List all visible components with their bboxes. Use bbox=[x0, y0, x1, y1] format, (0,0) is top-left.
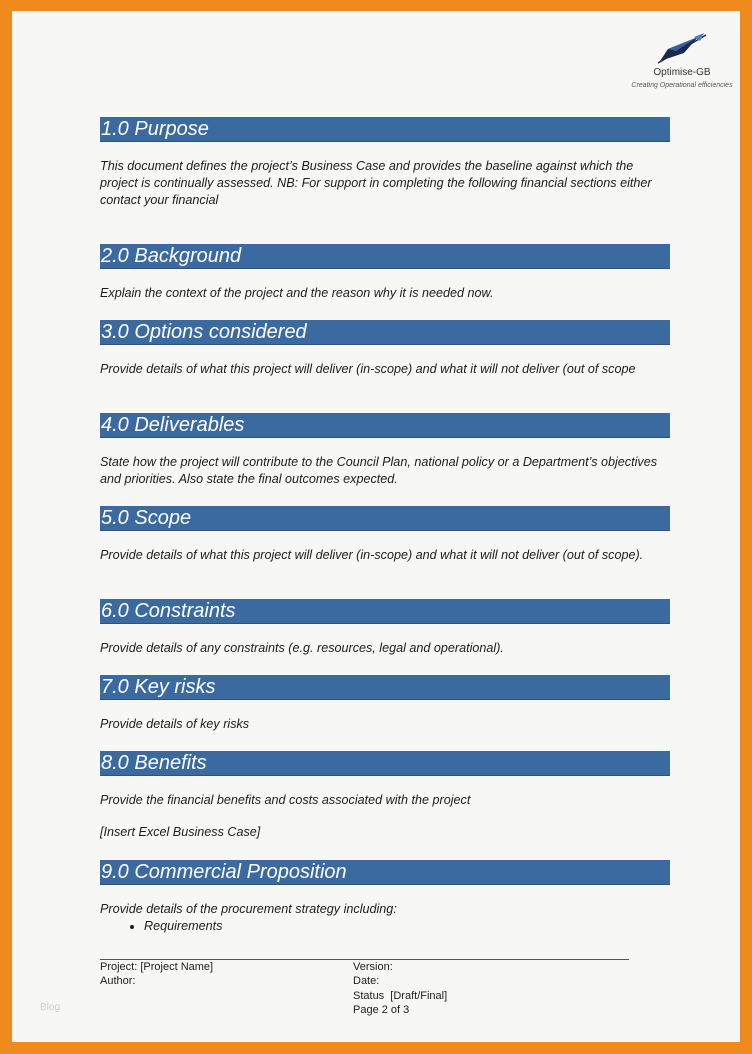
section-key-risks bbox=[100, 675, 670, 733]
footer-author: Author: bbox=[100, 975, 136, 987]
section-benefits bbox=[100, 751, 670, 841]
section-commercial-proposition bbox=[100, 860, 670, 935]
section-heading: 7.0 Key risks bbox=[100, 675, 670, 700]
section-deliverables bbox=[100, 413, 670, 488]
section-heading: 2.0 Background bbox=[100, 244, 670, 269]
section-text: Provide details of any constraints (e.g. resources, legal and operational). bbox=[100, 641, 504, 655]
section-heading: 1.0 Purpose bbox=[100, 117, 670, 142]
section-text: This document defines the project’s Business Case and provides the baseline against which the project is continually assessed. NB: For support in completing the following financial sections either contact your financial bbox=[100, 159, 652, 207]
pen-nib-icon bbox=[654, 31, 710, 67]
section-heading: 8.0 Benefits bbox=[100, 751, 670, 776]
logo-tagline: Creating Operational efficiencies bbox=[631, 82, 733, 89]
section-heading: 5.0 Scope bbox=[100, 506, 670, 531]
section-text: Provide details of key risks bbox=[100, 717, 250, 731]
footer-version: Version: bbox=[353, 961, 393, 973]
section-constraints bbox=[100, 599, 670, 657]
section-text: Provide details of what this project will deliver (in-scope) and what it will not deliver (out of scope bbox=[100, 362, 636, 376]
section-purpose bbox=[100, 117, 670, 209]
section-options bbox=[100, 320, 670, 378]
section-text-secondary: [Insert Excel Business Case] bbox=[100, 825, 261, 839]
bullet-list bbox=[100, 918, 670, 935]
section-scope bbox=[100, 506, 670, 564]
section-heading: 6.0 Constraints bbox=[100, 599, 670, 624]
section-text: Explain the context of the project and the reason why it is needed now. bbox=[100, 286, 494, 300]
section-background bbox=[100, 244, 670, 302]
watermark-text: Blog bbox=[40, 1002, 61, 1013]
section-heading: 9.0 Commercial Proposition bbox=[100, 860, 670, 885]
footer-project: Project: [Project Name] bbox=[100, 961, 214, 973]
footer-date: Date: bbox=[353, 975, 380, 987]
footer-page-number: Page 2 of 3 bbox=[353, 1004, 410, 1016]
logo-name: Optimise-GB bbox=[653, 67, 711, 78]
section-text: Provide the financial benefits and costs associated with the project bbox=[100, 793, 471, 807]
section-text: Provide details of what this project will deliver (in-scope) and what it will not deliver (out of scope). bbox=[100, 548, 644, 562]
section-text: State how the project will contribute to the Council Plan, national policy or a Department’s objectives and priorities. Also state the final outcomes expected. bbox=[100, 455, 657, 486]
company-logo bbox=[622, 31, 740, 111]
footer-status: Status [Draft/Final] bbox=[353, 990, 448, 1002]
section-heading: 4.0 Deliverables bbox=[100, 413, 670, 438]
list-item: • Requirements bbox=[144, 918, 670, 935]
section-heading: 3.0 Options considered bbox=[100, 320, 670, 345]
section-text: Provide details of the procurement strategy including: bbox=[100, 902, 397, 916]
document-page bbox=[12, 11, 740, 1042]
